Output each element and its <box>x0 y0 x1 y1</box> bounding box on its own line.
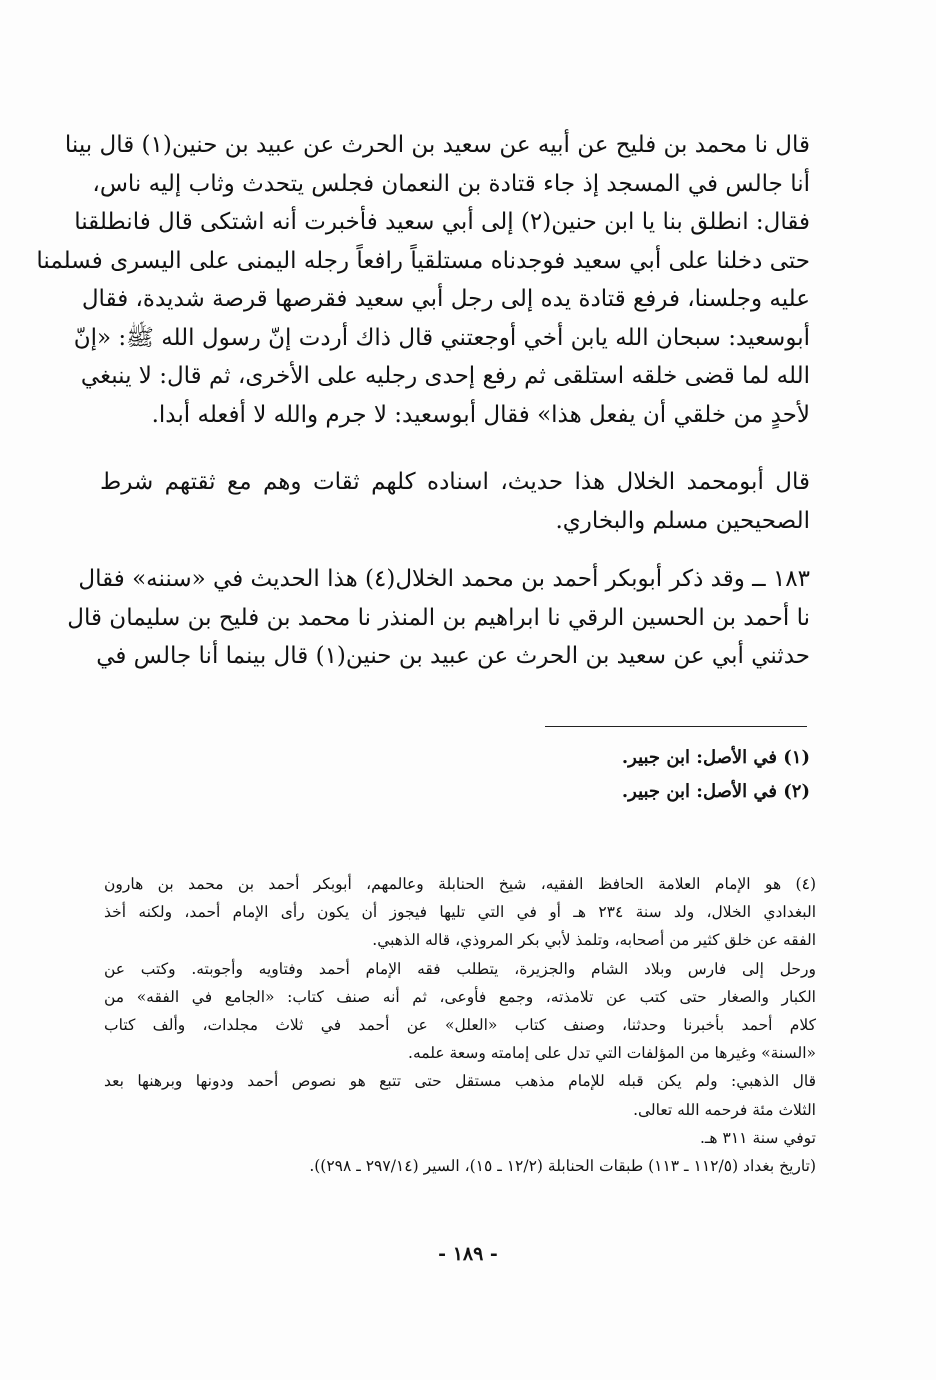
text-line: قال أبومحمد الخلال هذا حديث، اسناده كلهم ثقات وهم مع ثقتهم شرط <box>100 469 810 495</box>
text-line: لأحدٍ من خلقي أن يفعل هذا» فقال أبوسعيد: لا جرم والله لا أفعله أبدا. <box>151 401 810 428</box>
footnote-line: ورحل إلى فارس وبلاد الشام والجزيرة، يتطلب فقه الإمام أحمد وفتاويه وأجوبته. وكتب عن <box>104 959 816 978</box>
footnote-line: الكبار والصغار حتى كتب عن تلامذته، وجمع فأوعى، ثم أنه صنف كتاب: «الجامع في الفقه» من <box>104 987 816 1006</box>
commentary-paragraph <box>100 463 810 540</box>
text-line: قال نا محمد بن فليح عن أبيه عن سعيد بن الحرث عن عبيد بن حنين(١) قال بينا <box>64 132 810 158</box>
text-line: أبوسعيد: سبحان الله يابن أخي أوجعتني قال ذاك أردت إنّ رسول الله ﷺ: «إنّ <box>73 324 810 351</box>
text-line: فقال: انطلق بنا يا ابن حنين(٢) إلى أبي سعيد فأخبرت أنه اشتكى قال فانطلقنا <box>74 209 810 235</box>
footnotes-lower <box>104 870 816 1180</box>
footnote-2: (٢) في الأصل: ابن جبير. <box>621 781 810 802</box>
footnote-separator <box>545 726 807 727</box>
footnote-line: الثلاث مئة فرحمه الله تعالى. <box>633 1100 816 1119</box>
footnote-line: قال الذهبي: ولم يكن قبله للإمام مذهب مستقل حتى تتبع هو نصوص أحمد ودونها وبرهنها بعد <box>104 1072 816 1091</box>
footnote-line: (٤) هو الإمام العلامة الحافظ الفقيه، شيخ الحنابلة وعالمهم، أبوبكر أحمد بن محمد بن هارون <box>104 875 816 893</box>
footnote-line: كلام أحمد بأخبرنا وحدثنا، وصنف كتاب «العلل» عن أحمد في ثلاث مجلدات، وألف كتاب <box>104 1016 816 1035</box>
text-line: ١٨٣ ــ وقد ذكر أبوبكر أحمد بن محمد الخلال(٤) هذا الحديث في «سننه» فقال <box>78 566 810 592</box>
footnote-line: (تاريخ بغداد (١١٢/٥ ـ ١١٣) طبقات الحنابلة (١٢/٢ ـ ١٥)، السير (٢٩٧/١٤ ـ ٢٩٨)). <box>309 1157 816 1176</box>
text-line: حدثني أبي عن سعيد بن الحرث عن عبيد بن حنين(١) قال بينما أنا جالس في <box>96 643 810 669</box>
text-line: الله لما قضى خلقه استلقى ثم رفع إحدى رجليه على الأخرى، ثم قال: لا ينبغي <box>80 363 810 389</box>
page-number: - ١٨٩ - <box>438 1243 498 1265</box>
text-line: عليه وجلسنا، فرفع قتادة يده إلى رجل أبي سعيد فقرصها قرصة شديدة، فقال <box>81 286 810 312</box>
numbered-hadith-paragraph <box>67 560 810 676</box>
text-line: الصحيحين مسلم والبخاري. <box>555 507 810 534</box>
text-line: نا أحمد بن الحسين الرقي نا ابراهيم بن المنذر نا محمد بن فليح بن سليمان قال <box>67 604 810 631</box>
text-line: حتى دخلنا على أبي سعيد فوجدناه مستلقياً رافعاً رجله اليمنى على اليسرى فسلمنا <box>36 247 810 274</box>
text-line: أنا جالس في المسجد إذ جاء قتادة بن النعمان فجلس يتحدث وثاب إليه ناس، <box>92 170 810 197</box>
hadith-paragraph <box>36 126 810 434</box>
footnotes-upper <box>360 741 810 809</box>
footnote-line: البغدادي الخلال، ولد سنة ٢٣٤ هـ أو في التي تليها فيجوز أن يكون رأى الإمام أحمد، ولكنه أخذ <box>104 903 817 922</box>
footnote-line: الفقه عن خلق كثير من أصحابه، وتلمذ لأبي بكر المروذي، قاله الذهبي. <box>372 931 816 950</box>
footnote-line: «السنة» وغيرها من المؤلفات التي تدل على إمامته وسعة علمه. <box>408 1044 816 1063</box>
footnote-1: (١) في الأصل: ابن جبير. <box>621 747 810 768</box>
footnote-line: توفي سنة ٣١١ هـ. <box>699 1128 816 1147</box>
